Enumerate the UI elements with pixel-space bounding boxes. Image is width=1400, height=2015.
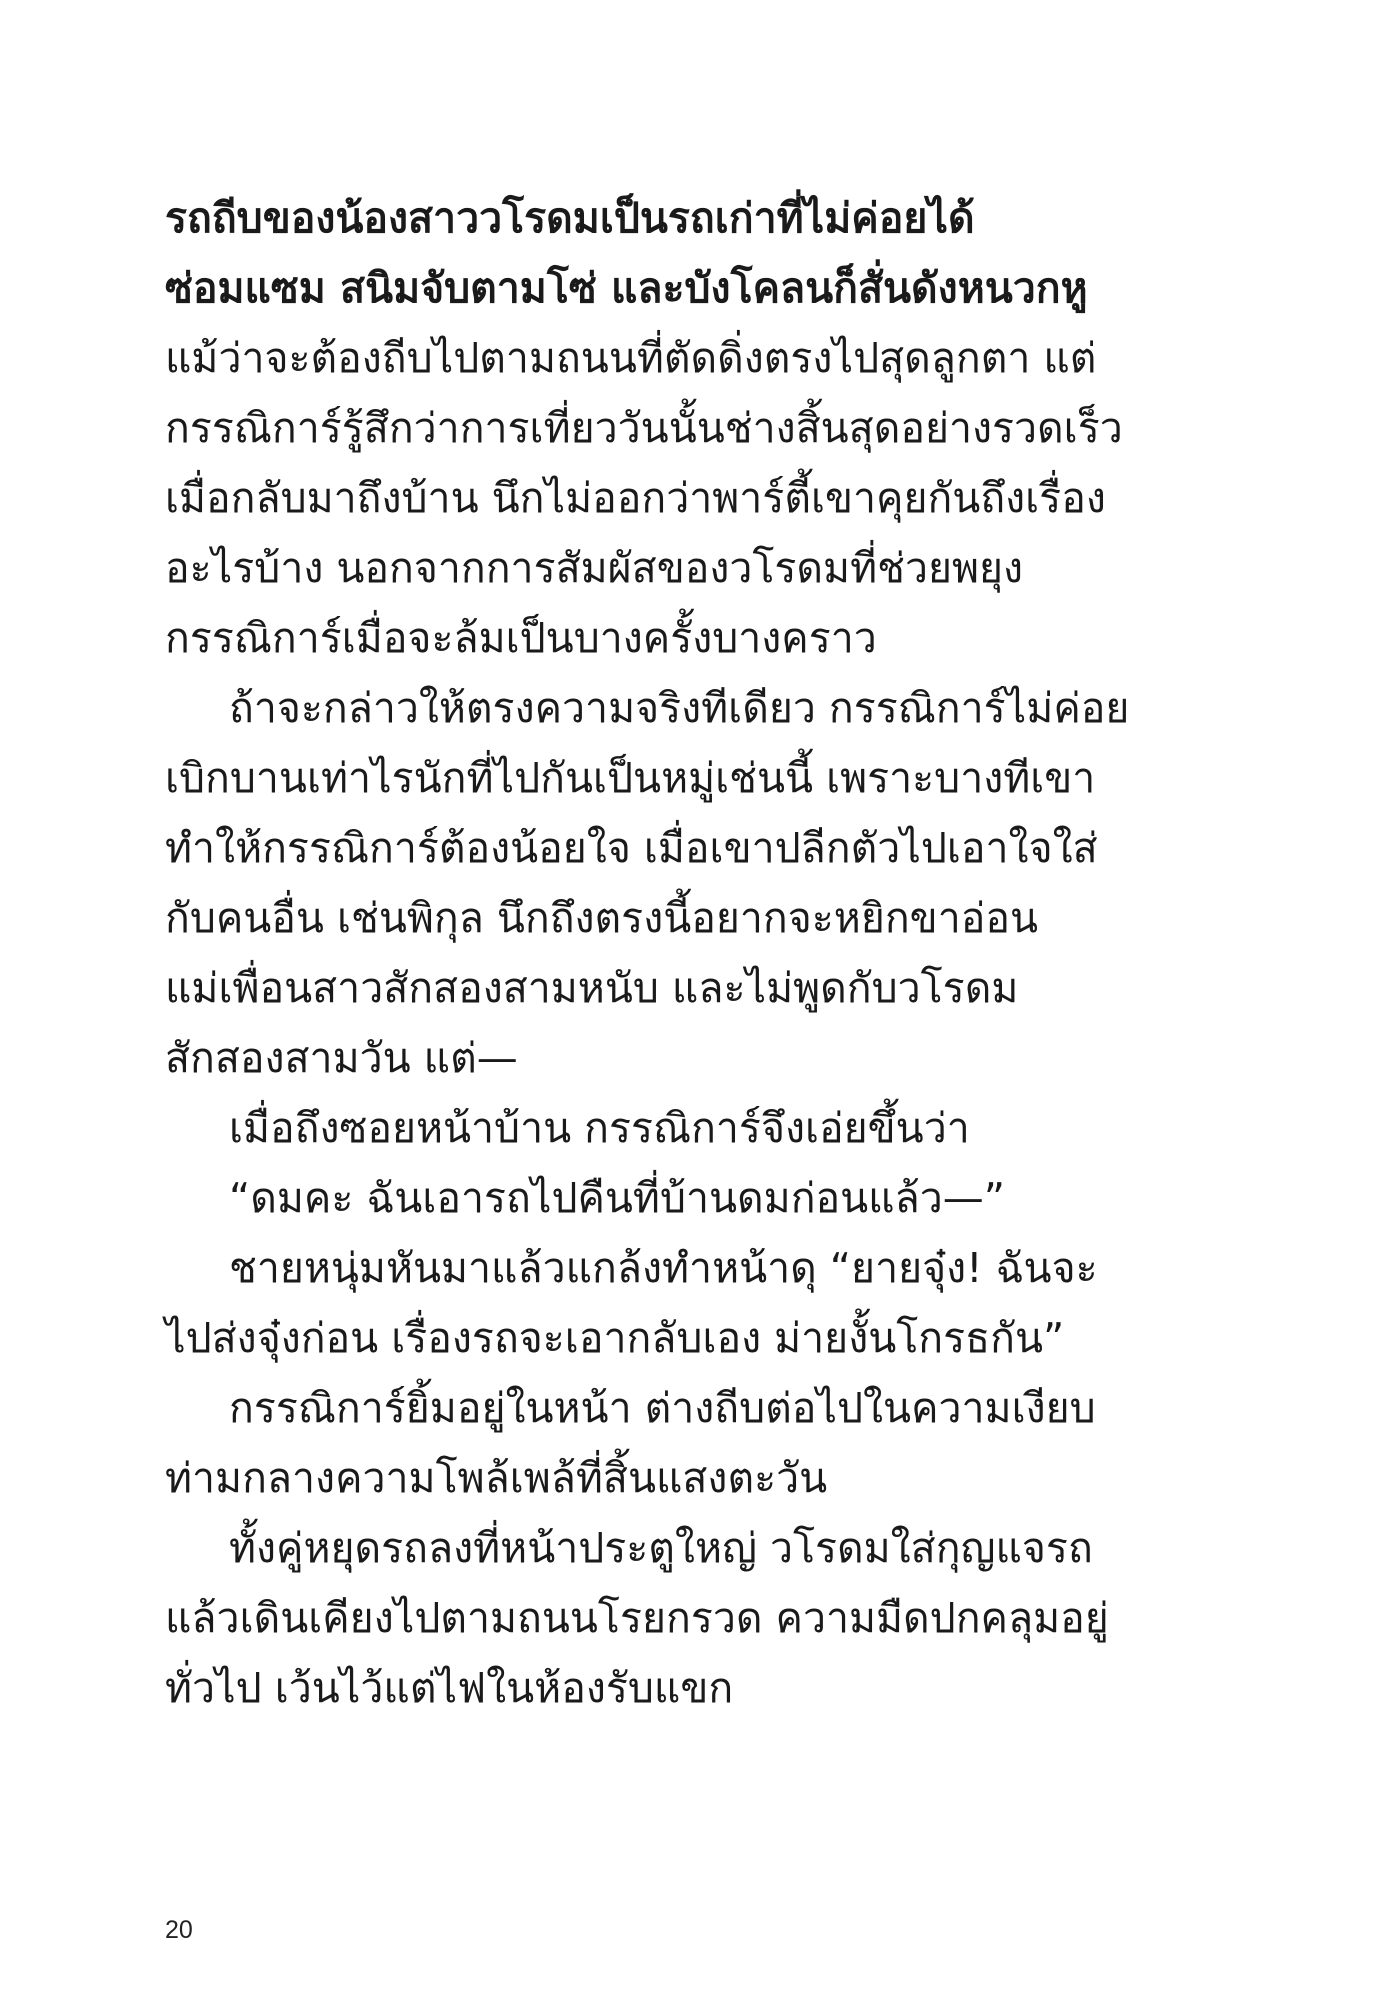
text-line: เมื่อกลับมาถึงบ้าน นึกไม่ออกว่าพาร์ตี้เขาคุยกันถึงเรื่อง: [165, 474, 1106, 522]
text-line: กรรณิการ์ยิ้มอยู่ในหน้า ต่างถีบต่อไปในความเงียบ: [229, 1384, 1096, 1432]
text-line: ทั่วไป เว้นไว้แต่ไฟในห้องรับแขก: [165, 1664, 734, 1712]
text-line: กรรณิการ์เมื่อจะล้มเป็นบางครั้งบางคราว: [165, 614, 877, 662]
text-line: ชายหนุ่มหันมาแล้วแกล้งทำหน้าดุ “ยายจุ๋ง! ฉันจะ: [229, 1244, 1098, 1292]
text-line: ท่ามกลางความโพล้เพล้ที่สิ้นแสงตะวัน: [165, 1454, 828, 1502]
text-line: เบิกบานเท่าไรนักที่ไปกันเป็นหมู่เช่นนี้ เพราะบางทีเขา: [165, 754, 1096, 802]
text-line: แม้ว่าจะต้องถีบไปตามถนนที่ตัดดิ่งตรงไปสุดลูกตา แต่: [165, 334, 1097, 382]
text-line: แล้วเดินเคียงไปตามถนนโรยกรวด ความมืดปกคลุมอยู่: [165, 1594, 1109, 1642]
text-line: แม่เพื่อนสาวสักสองสามหนับ และไม่พูดกับวโรดม: [165, 964, 1019, 1012]
text-line: สักสองสามวัน แต่—: [165, 1034, 518, 1082]
text-line: ไปส่งจุ๋งก่อน เรื่องรถจะเอากลับเอง ม่ายงั้นโกรธกัน”: [165, 1314, 1065, 1362]
text-line: ถ้าจะกล่าวให้ตรงความจริงทีเดียว กรรณิการ์ไม่ค่อย: [229, 684, 1130, 732]
text-line: กรรณิการ์รู้สึกว่าการเที่ยววันนั้นช่างสิ้นสุดอย่างรวดเร็ว: [165, 404, 1123, 452]
text-line: ทั้งคู่หยุดรถลงที่หน้าประตูใหญ่ วโรดมใส่กุญแจรถ: [229, 1524, 1093, 1572]
page-number: 20: [165, 1916, 193, 1944]
text-line: “ดมคะ ฉันเอารถไปคืนที่บ้านดมก่อนแล้ว—”: [229, 1174, 1005, 1222]
body-text: [165, 183, 1140, 1723]
text-line: ซ่อมแซม สนิมจับตามโซ่ และบังโคลนก็สั่นดังหนวกหู: [165, 264, 1088, 312]
text-line: อะไรบ้าง นอกจากการสัมผัสของวโรดมที่ช่วยพยุง: [165, 544, 1024, 592]
text-line: เมื่อถึงซอยหน้าบ้าน กรรณิการ์จึงเอ่ยขึ้นว่า: [229, 1104, 970, 1152]
text-line: กับคนอื่น เช่นพิกุล นึกถึงตรงนี้อยากจะหยิกขาอ่อน: [165, 894, 1038, 942]
text-line: ทำให้กรรณิการ์ต้องน้อยใจ เมื่อเขาปลีกตัวไปเอาใจใส่: [165, 824, 1098, 872]
text-line: รถถีบของน้องสาววโรดมเป็นรถเก่าที่ไม่ค่อยได้: [165, 194, 975, 242]
